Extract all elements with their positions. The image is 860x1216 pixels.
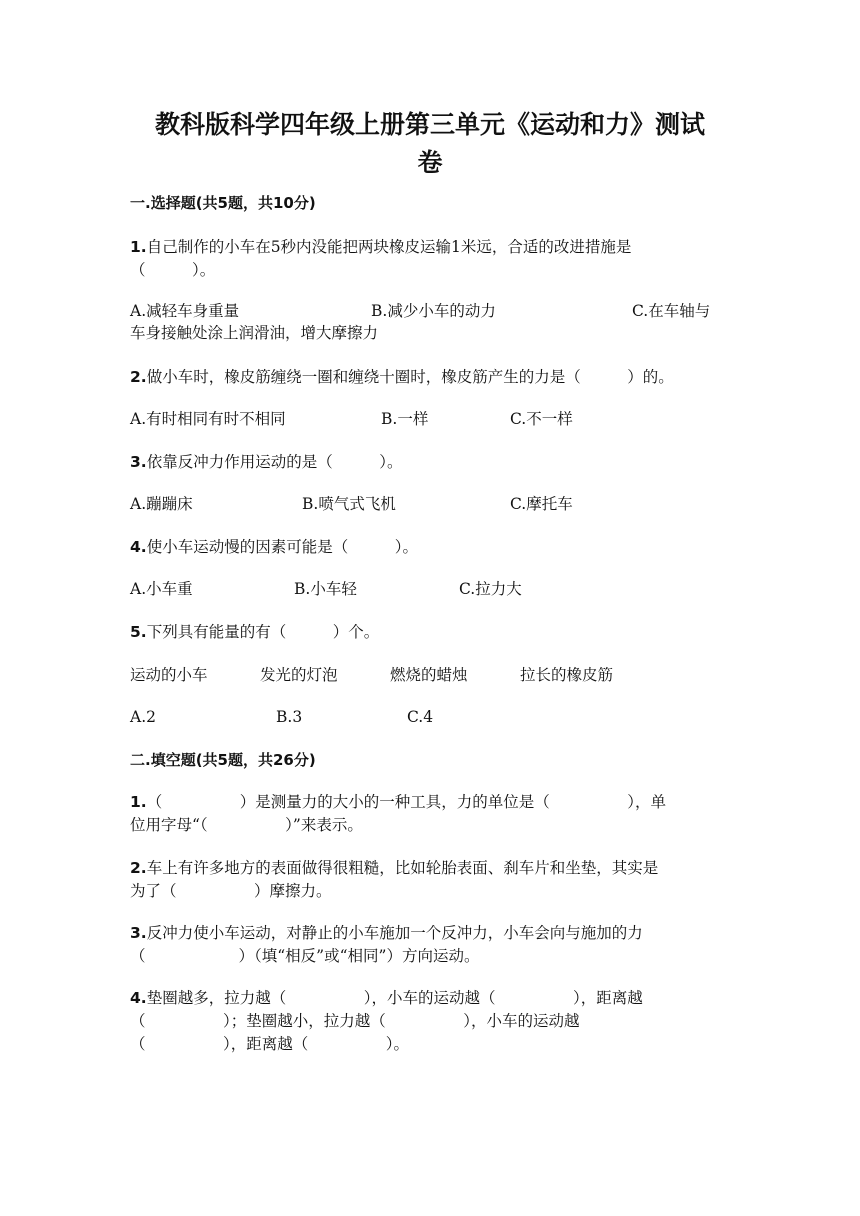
choice-question-3: [130, 451, 730, 474]
option-c: C.4: [407, 708, 434, 726]
choice-question-1: [130, 236, 730, 282]
section-heading-fill: 二.填空题(共5题，共26分): [130, 751, 316, 769]
option-a: A.2: [130, 708, 156, 726]
section-heading-choice: 一.选择题(共5题，共10分): [130, 194, 316, 212]
document-title: 教科版科学四年级上册第三单元《运动和力》测试 卷: [154, 110, 705, 177]
energy-item: 燃烧的蜡烛: [390, 666, 468, 684]
question-number: 2.: [130, 859, 147, 877]
question-number: 1.: [130, 238, 147, 256]
question-number: 3.: [130, 453, 147, 471]
question-text: （ ）是测量力的大小的一种工具，力的单位是（ ），单 位用字母“（ ）”来表示。: [130, 793, 666, 834]
fill-question-1: [130, 791, 730, 837]
option-c-continued: 车身接触处涂上润滑油，增大摩擦力: [130, 324, 379, 342]
energy-item: 运动的小车: [130, 666, 208, 684]
question-text: 反冲力使小车运动，对静止的小车施加一个反冲力，小车会向与施加的力 （ ）（填“相反”或“相同”）方向运动。: [130, 924, 643, 965]
question-text: 下列具有能量的有（ ）个。: [146, 623, 380, 641]
energy-item: 发光的灯泡: [260, 666, 338, 684]
option-a: A.蹦蹦床: [130, 495, 193, 513]
option-c: C.拉力大: [459, 580, 522, 598]
choice-question-4: [130, 536, 730, 559]
question-text: 使小车运动慢的因素可能是（ ）。: [146, 538, 418, 556]
question-number: 5.: [130, 623, 147, 641]
energy-item: 拉长的橡皮筋: [520, 666, 614, 684]
option-c: C.不一样: [510, 410, 573, 428]
fill-question-2: [130, 857, 730, 903]
choice-question-5: [130, 621, 730, 644]
option-b: B.减少小车的动力: [371, 302, 496, 320]
option-a: A.小车重: [130, 580, 193, 598]
question-number: 2.: [130, 368, 147, 386]
question-number: 4.: [130, 538, 147, 556]
option-b: B.一样: [381, 410, 429, 428]
question-text: 车上有许多地方的表面做得很粗糙，比如轮胎表面、刹车片和坐垫，其实是 为了（ ）摩擦力。: [130, 859, 659, 900]
option-c: C.摩托车: [510, 495, 573, 513]
option-a: A.减轻车身重量: [130, 302, 240, 320]
option-a: A.有时相同有时不相同: [130, 410, 286, 428]
question-text: 自己制作的小车在5秒内没能把两块橡皮运输1米远，合适的改进措施是 （ ）。: [130, 238, 632, 279]
question-number: 4.: [130, 989, 147, 1007]
option-b: B.小车轻: [294, 580, 357, 598]
fill-question-3: [130, 922, 730, 968]
question-text: 垫圈越多，拉力越（ ），小车的运动越（ ），距离越 （ ）；垫圈越小，拉力越（ ），小车的运动越 （ ），距离越（ ）。: [130, 989, 643, 1053]
choice-question-2: [130, 366, 730, 389]
option-b: B.3: [276, 708, 303, 726]
option-b: B.喷气式飞机: [302, 495, 396, 513]
fill-question-4: [130, 987, 730, 1056]
question-number: 3.: [130, 924, 147, 942]
option-c: C.在车轴与: [632, 302, 711, 320]
question-text: 做小车时，橡皮筋缠绕一圈和缠绕十圈时，橡皮筋产生的力是（ ）的。: [146, 368, 674, 386]
question-number: 1.: [130, 793, 147, 811]
question-text: 依靠反冲力作用运动的是（ ）。: [146, 453, 403, 471]
